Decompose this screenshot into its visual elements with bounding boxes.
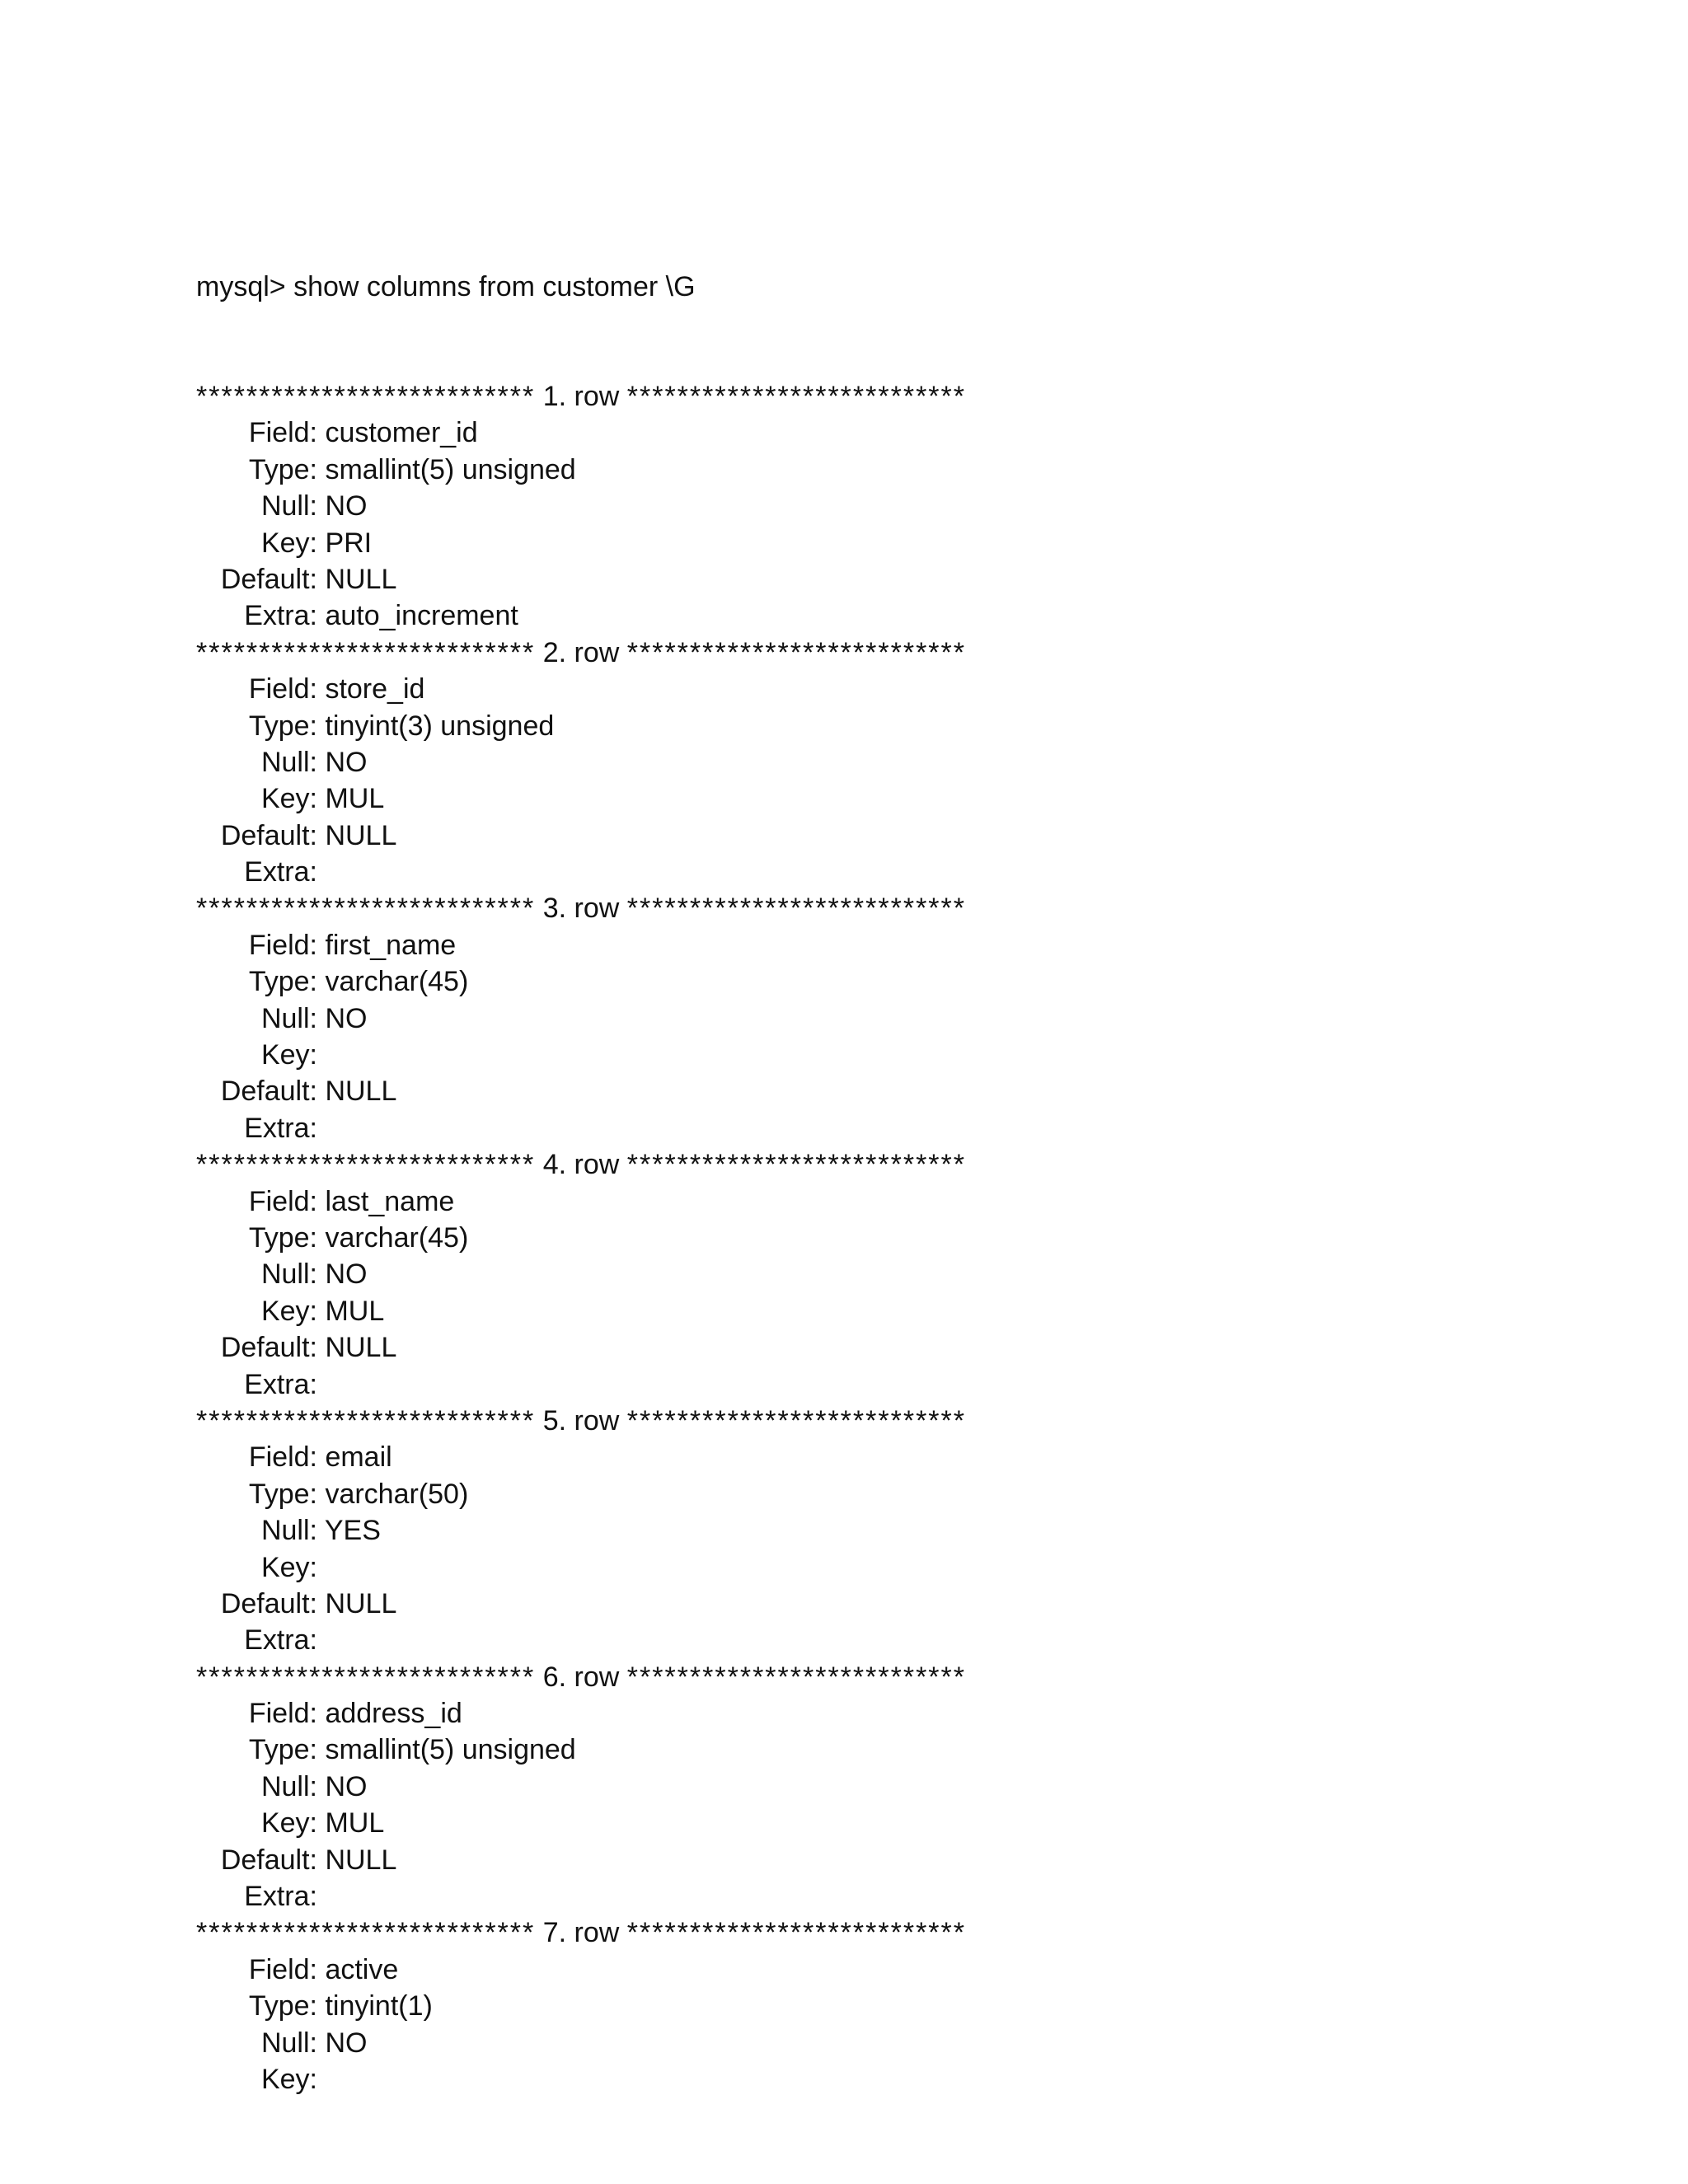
attr-label: Field: [248,1441,317,1474]
attr-value: varchar(45) [325,1222,469,1254]
column-attr-default [196,1586,1515,1622]
attr-label: Default: [220,1844,317,1876]
attr-label: Default: [220,1332,317,1364]
attr-label: Type: [248,1478,317,1510]
attr-label: Key: [260,2063,317,2095]
attr-value: varchar(50) [325,1478,469,1510]
attr-value: customer_id [325,417,478,449]
column-attr-extra [196,1878,1515,1915]
attr-label: Type: [248,966,317,998]
attr-value: tinyint(3) unsigned [325,710,555,742]
column-attr-type [196,452,1515,488]
attr-label: Field: [248,673,317,705]
attr-value: NO [325,1770,368,1802]
separator-stars-right: *************************** [626,1404,966,1436]
column-attr-key [196,2061,1515,2097]
attr-label: Null: [260,1258,317,1291]
attr-label: Key: [260,1039,317,1071]
attr-label: Field: [248,1698,317,1730]
attr-label: Null: [260,1515,317,1547]
attr-value: address_id [325,1698,462,1730]
attr-value: NULL [325,1076,397,1108]
separator-stars-right: *************************** [626,1149,966,1181]
attr-value: last_name [325,1185,455,1217]
column-attr-null [196,744,1515,780]
attr-label: Extra: [244,1112,317,1144]
row-separator [196,890,1515,926]
attr-value: MUL [325,783,385,815]
column-attr-key [196,1293,1515,1329]
column-attr-null [196,488,1515,524]
attr-value: MUL [325,1295,385,1327]
attr-label: Type: [248,1990,317,2022]
separator-stars-left: *************************** [196,1404,536,1436]
attr-label: Field: [248,1185,317,1217]
attr-value: NO [325,1002,368,1034]
column-attr-key [196,525,1515,561]
column-attr-field [196,1439,1515,1475]
attr-value: MUL [325,1807,385,1840]
mysql-output [196,195,1515,2097]
column-attr-extra [196,1622,1515,1658]
row-number-label: 4. row [542,1149,620,1181]
row-number-label: 1. row [542,381,620,413]
column-attr-extra [196,1110,1515,1146]
row-number-label: 2. row [542,636,620,668]
column-attr-default [196,561,1515,598]
column-attr-null [196,1001,1515,1037]
attr-label: Field: [248,1953,317,1985]
column-attr-type [196,1476,1515,1512]
attr-value: auto_increment [325,600,518,632]
attr-value: NULL [325,1332,397,1364]
attr-label: Field: [248,417,317,449]
column-attr-default [196,1329,1515,1366]
separator-stars-right: *************************** [626,1661,966,1693]
attr-label: Default: [220,819,317,851]
attr-value: varchar(45) [325,966,469,998]
column-attr-key [196,780,1515,817]
column-attr-field [196,415,1515,451]
separator-stars-left: *************************** [196,1149,536,1181]
attr-label: Default: [220,1587,317,1619]
attr-label: Null: [260,746,317,778]
attr-label: Null: [260,1770,317,1802]
column-attr-key [196,1549,1515,1586]
column-attr-type [196,963,1515,1000]
attr-value: NULL [325,819,397,851]
column-attr-null [196,1769,1515,1805]
column-attr-key [196,1037,1515,1073]
attr-label: Extra: [244,600,317,632]
attr-value: PRI [325,527,373,559]
separator-stars-right: *************************** [626,1917,966,1949]
attr-label: Null: [260,1002,317,1034]
column-attr-key [196,1805,1515,1841]
attr-value: first_name [325,929,457,961]
separator-stars-right: *************************** [626,381,966,413]
attr-label: Extra: [244,1624,317,1657]
attr-value: tinyint(1) [325,1990,433,2022]
command-line: mysql> show columns from customer \G [196,270,696,302]
attr-value: NULL [325,1844,397,1876]
column-attr-default [196,818,1515,854]
column-attr-null [196,1256,1515,1292]
column-attr-field [196,1183,1515,1220]
row-separator [196,1403,1515,1439]
column-attr-type [196,1988,1515,2024]
column-attr-type [196,1732,1515,1768]
attr-label: Type: [248,710,317,742]
row-separator [196,635,1515,671]
attr-value: NO [325,746,368,778]
column-attr-extra [196,598,1515,634]
row-number-label: 6. row [542,1661,620,1693]
attr-label: Key: [260,1295,317,1327]
attr-value: NULL [325,1587,397,1619]
separator-stars-left: *************************** [196,636,536,668]
row-separator [196,1659,1515,1695]
column-attr-extra [196,854,1515,890]
row-number-label: 3. row [542,893,620,925]
attr-value: NO [325,2027,368,2059]
attr-value: NO [325,1258,368,1291]
separator-stars-left: *************************** [196,893,536,925]
attr-label: Type: [248,1222,317,1254]
column-attr-type [196,708,1515,744]
column-attr-field [196,671,1515,707]
separator-stars-left: *************************** [196,1917,536,1949]
attr-label: Type: [248,453,317,485]
attr-value: store_id [325,673,425,705]
row-number-label: 7. row [542,1917,620,1949]
attr-label: Field: [248,929,317,961]
row-number-label: 5. row [542,1404,620,1436]
attr-label: Key: [260,1551,317,1583]
attr-label: Type: [248,1734,317,1766]
column-attr-field [196,1952,1515,1988]
attr-value: active [325,1953,399,1985]
attr-label: Default: [220,563,317,595]
separator-stars-right: *************************** [626,636,966,668]
row-separator [196,378,1515,415]
separator-stars-left: *************************** [196,1661,536,1693]
attr-value: smallint(5) unsigned [325,1734,576,1766]
separator-stars-left: *************************** [196,381,536,413]
column-attr-field [196,927,1515,963]
attr-label: Null: [260,490,317,523]
attr-value: email [325,1441,392,1474]
attr-value: NULL [325,563,397,595]
attr-value: YES [324,1515,381,1547]
column-attr-null [196,2025,1515,2061]
column-attr-extra [196,1366,1515,1403]
attr-label: Extra: [244,856,317,888]
attr-label: Key: [260,1807,317,1840]
column-attr-default [196,1842,1515,1878]
separator-stars-right: *************************** [626,893,966,925]
attr-label: Default: [220,1076,317,1108]
column-attr-field [196,1695,1515,1732]
column-attr-type [196,1220,1515,1256]
attr-label: Key: [260,527,317,559]
row-separator [196,1915,1515,1951]
attr-label: Extra: [244,1881,317,1913]
attr-label: Extra: [244,1368,317,1400]
row-separator [196,1146,1515,1183]
attr-label: Key: [260,783,317,815]
attr-label: Null: [260,2027,317,2059]
attr-value: NO [325,490,368,523]
attr-value: smallint(5) unsigned [325,453,576,485]
column-attr-default [196,1073,1515,1109]
column-attr-null [196,1512,1515,1549]
